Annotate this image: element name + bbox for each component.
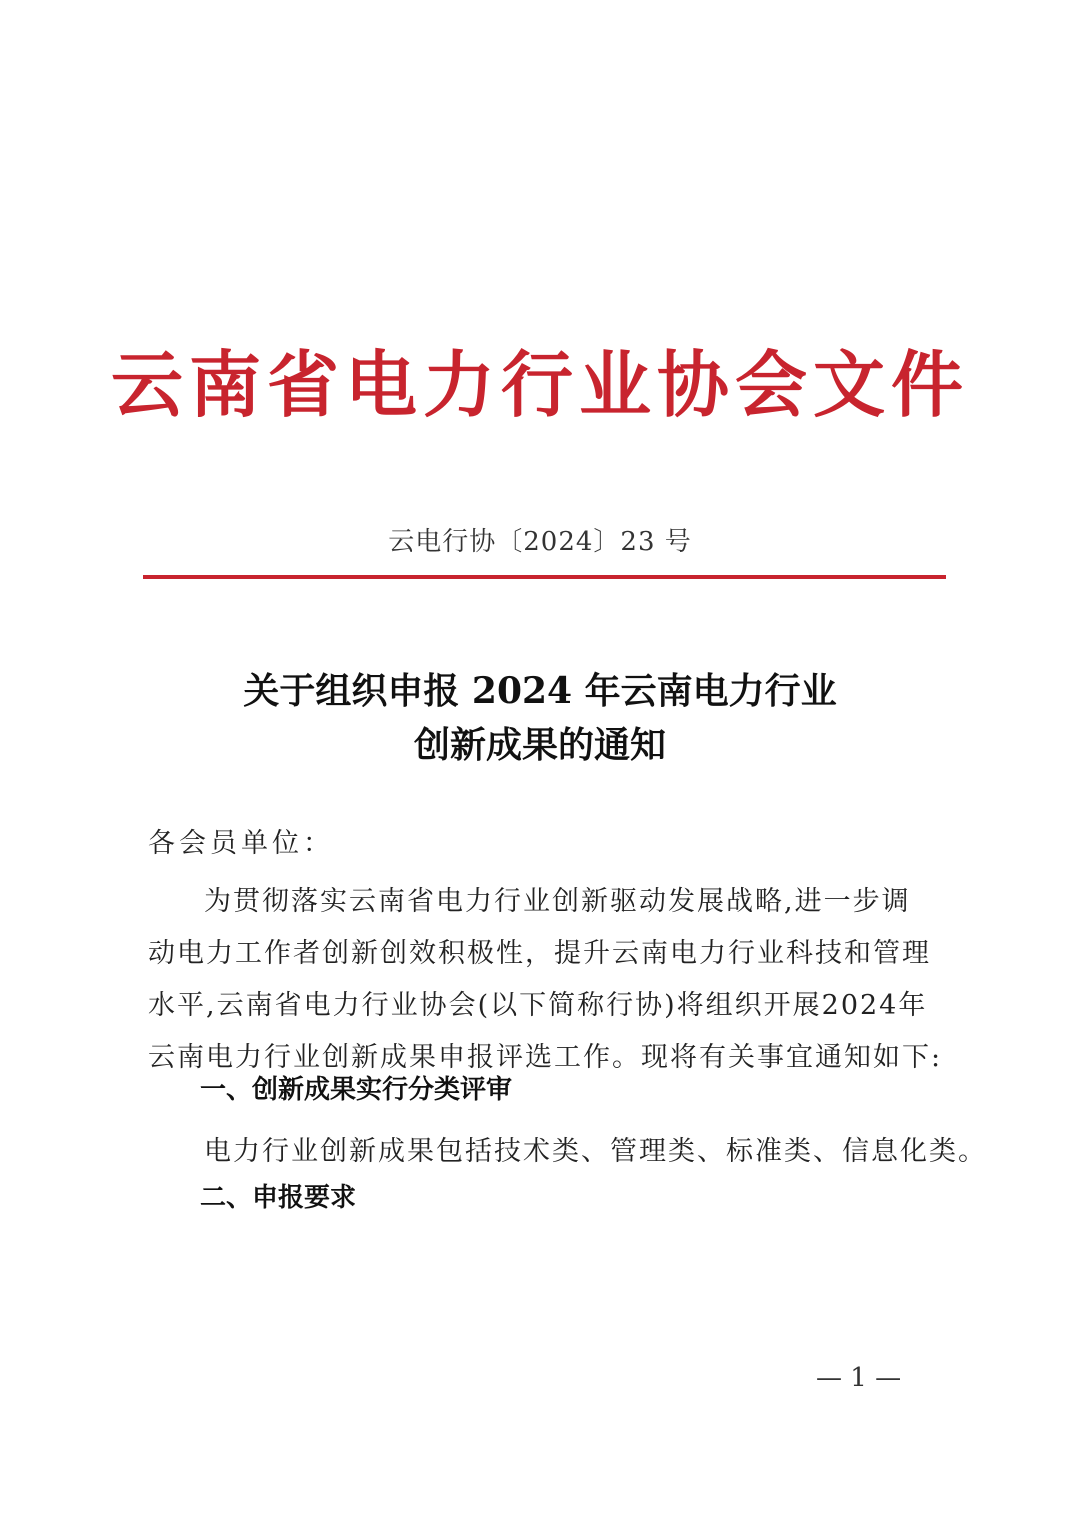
intro-line: 动电力工作者创新创效积极性，提升云南电力行业科技和管理 bbox=[148, 938, 931, 969]
section-heading-2: 二、申报要求 bbox=[200, 1183, 357, 1213]
notice-title-line-1: 关于组织申报 2024 年云南电力行业 bbox=[243, 670, 837, 712]
page-number: — 1 — bbox=[816, 1363, 902, 1393]
intro-paragraph bbox=[148, 876, 948, 1084]
section-body-1: 电力行业创新成果包括技术类、管理类、标准类、信息化类。 bbox=[204, 1136, 987, 1167]
document-number: 云电行协〔2024〕23 号 bbox=[388, 527, 692, 557]
intro-line: 云南电力行业创新成果申报评选工作。现将有关事宜通知如下: bbox=[148, 1042, 943, 1073]
intro-line: 为贯彻落实云南省电力行业创新驱动发展战略,进一步调 bbox=[204, 886, 911, 917]
notice-title bbox=[0, 664, 1080, 772]
org-header-title: 云南省电力行业协会文件 bbox=[110, 342, 969, 427]
intro-line: 水平,云南省电力行业协会(以下简称行协)将组织开展2024年 bbox=[148, 990, 928, 1021]
red-divider-rect bbox=[143, 575, 946, 579]
notice-title-line-2: 创新成果的通知 bbox=[413, 724, 666, 766]
section-heading-1: 一、创新成果实行分类评审 bbox=[200, 1075, 513, 1105]
salutation: 各会员单位： bbox=[148, 828, 334, 859]
red-divider-line bbox=[143, 575, 946, 579]
